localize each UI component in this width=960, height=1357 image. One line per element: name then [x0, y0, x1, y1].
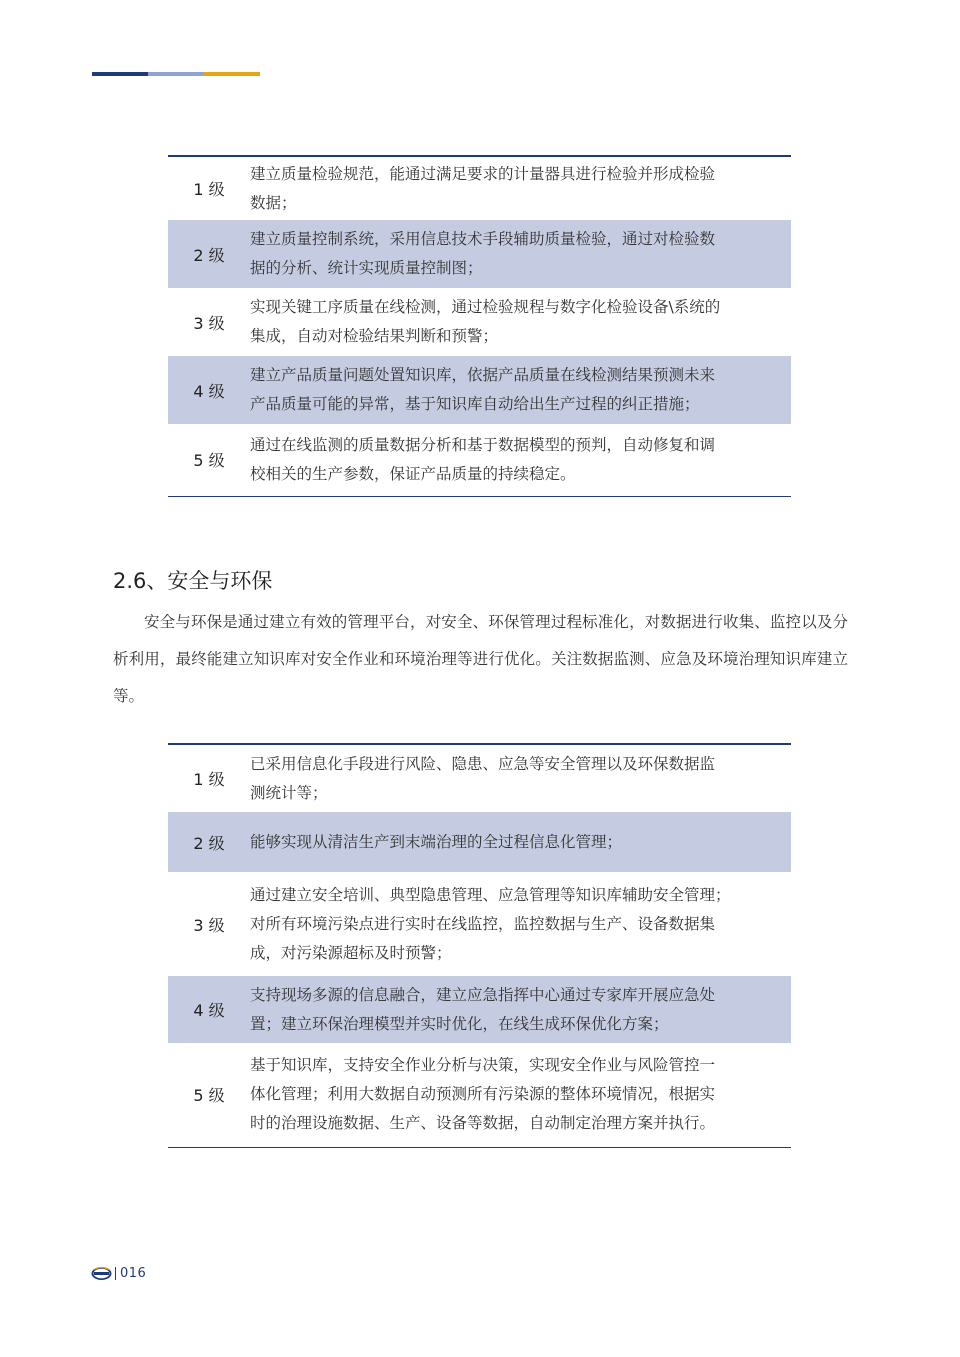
- level-label: 4 级: [168, 356, 250, 424]
- level-label: 3 级: [193, 915, 225, 935]
- table-row: [168, 424, 791, 496]
- accent-segment-gold: [204, 72, 260, 76]
- level-description: 建立质量控制系统，采用信息技术手段辅助质量检验，通过对检验数 据的分析、统计实现质量控制图；: [250, 220, 791, 288]
- level-label: 4 级: [168, 976, 250, 1043]
- safety-level-table: [168, 743, 791, 1148]
- table-row: [168, 356, 791, 424]
- level-description: 能够实现从清洁生产到末端治理的全过程信息化管理；: [250, 812, 791, 872]
- level-label: 5 级: [193, 451, 225, 471]
- table-row: [168, 220, 791, 288]
- accent-segment-dark: [92, 72, 148, 76]
- table-row: [168, 872, 791, 976]
- table-row: [168, 1043, 791, 1147]
- cmmm-logo-icon: [91, 1266, 112, 1281]
- level-description: 已采用信息化手段进行风险、隐患、应急等安全管理以及环保数据监 测统计等；: [250, 754, 716, 802]
- level-description: 支持现场多源的信息融合，建立应急指挥中心通过专家库开展应急处 置；建立环保治理模型并实时优化，在线生成环保优化方案；: [250, 976, 791, 1043]
- header-accent-bar: [92, 72, 260, 76]
- section-body: 安全与环保是通过建立有效的管理平台，对安全、环保管理过程标准化，对数据进行收集、监控以及分析利用，最终能建立知识库对安全作业和环境治理等进行优化。关注数据监测、应急及环境治理知识库建立等。: [113, 613, 848, 705]
- level-label: 2 级: [168, 812, 250, 872]
- page-number: 016: [120, 1266, 147, 1281]
- level-label: 2 级: [168, 220, 250, 288]
- level-description: 建立产品质量问题处置知识库，依据产品质量在线检测结果预测未来 产品质量可能的异常，基于知识库自动给出生产过程的纠正措施；: [250, 356, 791, 424]
- accent-segment-light: [148, 72, 204, 76]
- level-label: 1 级: [193, 180, 225, 199]
- level-description: 通过在线监测的质量数据分析和基于数据模型的预判，自动修复和调 校相关的生产参数，保证产品质量的持续稳定。: [250, 435, 716, 483]
- level-description: 实现关键工序质量在线检测，通过检验规程与数字化检验设备\系统的 集成，自动对检验结果判断和预警；: [250, 298, 721, 345]
- level-description: 通过建立安全培训、典型隐患管理、应急管理等知识库辅助安全管理； 对所有环境污染点进行实时在线监控，监控数据与生产、设备数据集 成，对污染源超标及时预警；: [250, 885, 731, 962]
- table-row: [168, 156, 791, 220]
- level-label: 5 级: [193, 1086, 225, 1106]
- table-row: [168, 744, 791, 812]
- page-footer: [91, 1266, 146, 1281]
- table-row: [168, 812, 791, 872]
- table-row: [168, 976, 791, 1043]
- level-description: 基于知识库，支持安全作业分析与决策，实现安全作业与风险管控一 体化管理；利用大数据自动预测所有污染源的整体环境情况，根据实 时的治理设施数据、生产、设备等数据，自动制定治理方案并执行。: [250, 1056, 716, 1133]
- section-title: 2.6、安全与环保: [113, 569, 273, 593]
- footer-divider: [115, 1267, 116, 1280]
- table-row: [168, 288, 791, 356]
- level-label: 1 级: [193, 770, 225, 789]
- level-description: 建立质量检验规范，能通过满足要求的计量器具进行检验并形成检验 数据；: [250, 164, 716, 212]
- level-label: 3 级: [193, 313, 225, 333]
- quality-level-table: [168, 155, 791, 497]
